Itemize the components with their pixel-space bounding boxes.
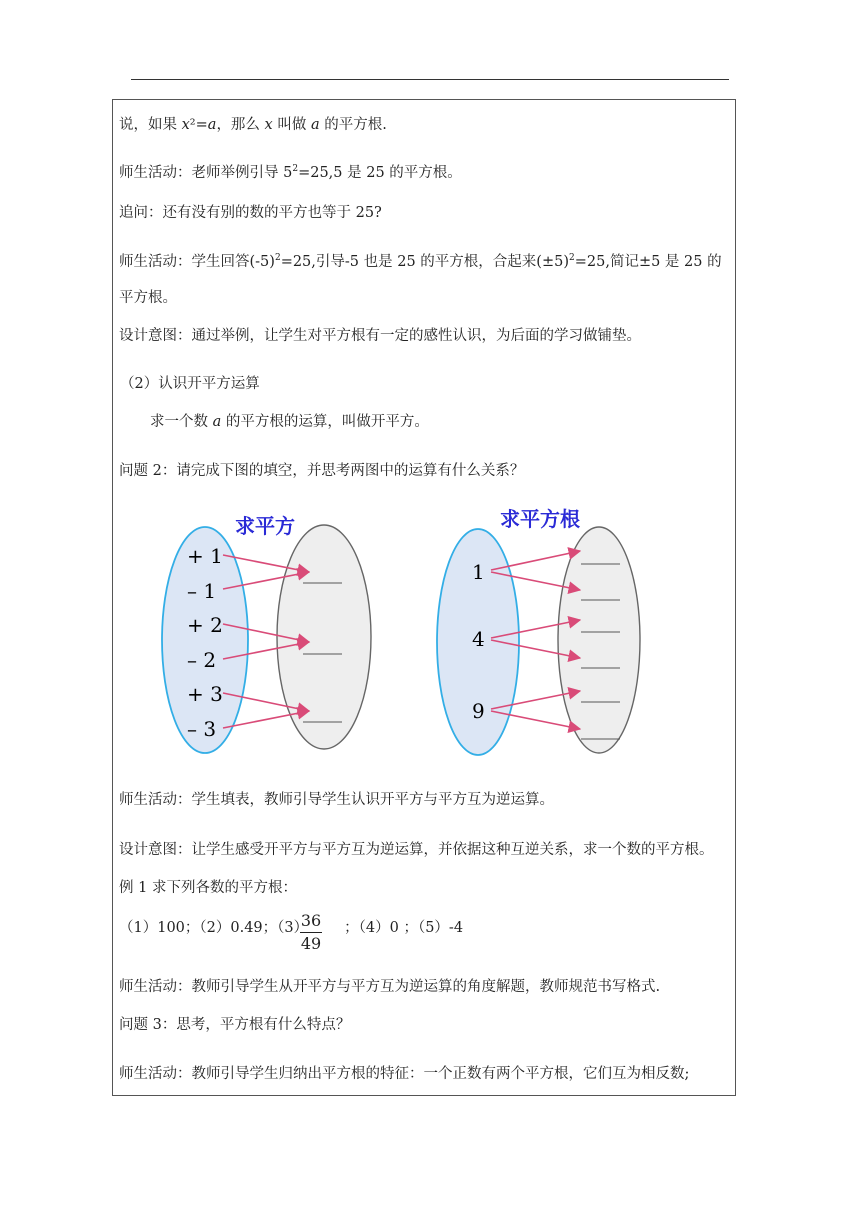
definition-square-root-operation: 求一个数 a 的平方根的运算，叫做开平方。 [150,414,429,430]
left-item: – 3 [187,717,217,741]
fraction-numerator: 36 [300,911,322,933]
left-item: + 2 [187,613,223,637]
definition-line: 说，如果 x²=a，那么 x 叫做 a 的平方根. [119,117,387,133]
activity-line-3: 师生活动：学生填表，教师引导学生认识开平方与平方互为逆运算。 [119,792,554,808]
fraction-denominator: 49 [300,934,322,953]
fraction-36-49 [300,911,322,954]
question-2: 问题 2：请完成下图的填空，并思考两图中的运算有什么关系？ [119,463,525,479]
question-3: 问题 3：思考，平方根有什么特点？ [119,1017,351,1033]
left-item: + 3 [187,682,223,706]
activity-line-1: 师生活动：老师举例引导 $5^2=25,5$ 是 25 的平方根。 [119,164,462,181]
left-diagram-title: 求平方 [235,514,295,538]
activity-line-5: 师生活动：教师引导学生归纳出平方根的特征：一个正数有两个平方根，它们互为相反数; [119,1066,690,1082]
right-range-oval [558,527,640,753]
right-item: 1 [472,560,485,584]
left-item: – 2 [187,648,217,672]
example-1-heading: 例 1 求下列各数的平方根： [119,880,297,896]
example-1-items: （1）100；（2）0.49；（3） ；（4）0 ；（5）-4 [119,920,464,936]
left-item: – 1 [187,579,217,603]
right-diagram-title: 求平方根 [500,507,580,531]
section-heading: （2）认识开平方运算 [120,376,260,392]
left-item: + 1 [187,544,223,568]
activity-line-4: 师生活动：教师引导学生从开平方与平方互为逆运算的角度解题，教师规范书写格式. [119,979,661,995]
right-item: 4 [472,627,485,651]
design-intent-2: 设计意图：让学生感受开平方与平方互为逆运算，并依据这种互逆关系，求一个数的平方根。 [119,842,714,858]
activity-line-2: 师生活动：学生回答$(-5)^2=25$,引导-5 也是 25 的平方根，合起来$(\pm 5)^2=25$,简记±5 是 25 的 [119,253,722,270]
activity-line-2-cont: 平方根。 [119,290,177,306]
left-range-oval [277,525,371,749]
right-item: 9 [472,699,485,723]
follow-up-question: 追问：还有没有别的数的平方也等于 25? [119,205,382,221]
design-intent-1: 设计意图：通过举例，让学生对平方根有一定的感性认识，为后面的学习做铺垫。 [119,328,641,344]
